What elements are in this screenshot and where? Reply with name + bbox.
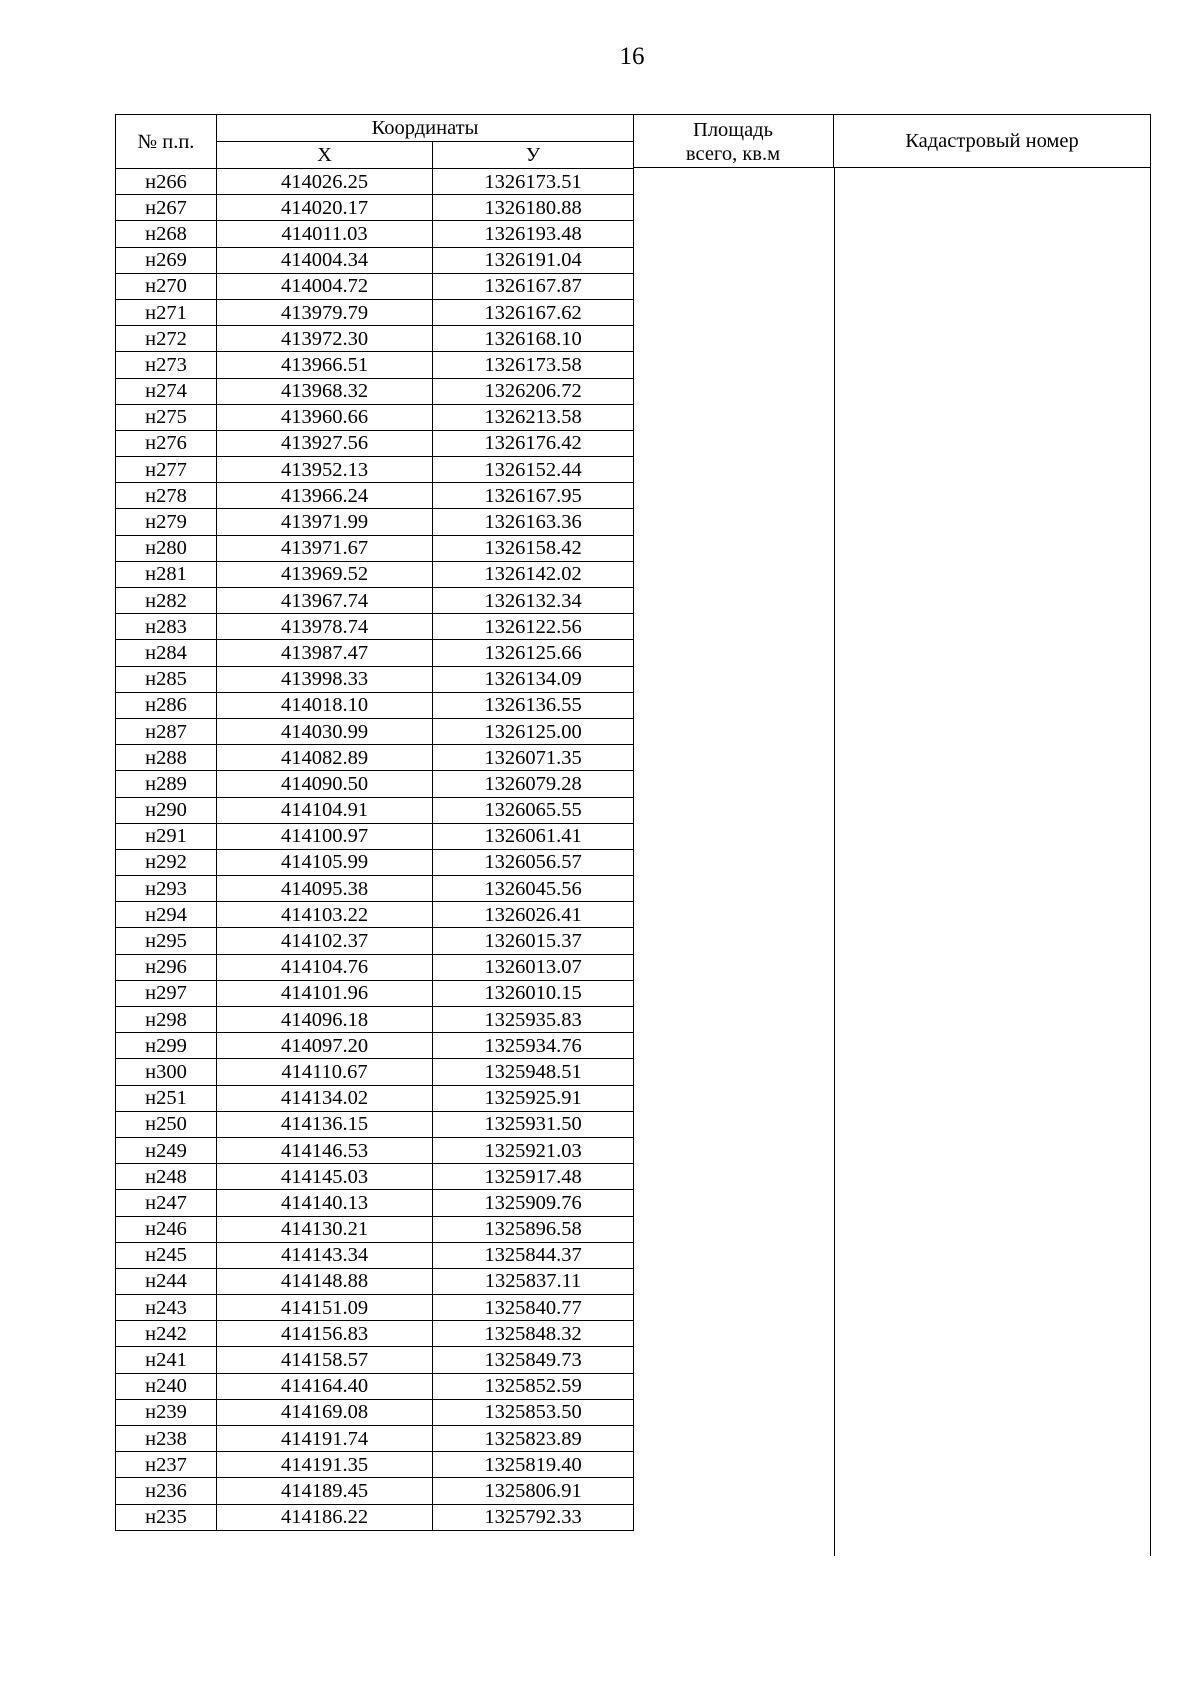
x-coordinate-cell: 414101.96 xyxy=(217,980,433,1006)
table-row xyxy=(116,1268,634,1294)
table-row xyxy=(116,745,634,771)
point-number-cell: н268 xyxy=(116,221,217,247)
table-row xyxy=(116,1347,634,1373)
table-row xyxy=(116,299,634,325)
point-number-cell: н281 xyxy=(116,561,217,587)
y-coordinate-cell: 1326079.28 xyxy=(433,771,634,797)
y-coordinate-cell: 1326125.00 xyxy=(433,718,634,744)
y-coordinate-cell: 1325934.76 xyxy=(433,1033,634,1059)
point-number-cell: н276 xyxy=(116,430,217,456)
area-column-border xyxy=(834,168,835,1556)
x-coordinate-cell: 414096.18 xyxy=(217,1007,433,1033)
y-coordinate-cell: 1325896.58 xyxy=(433,1216,634,1242)
table-row xyxy=(116,588,634,614)
x-coordinate-cell: 413969.52 xyxy=(217,561,433,587)
table-row xyxy=(116,1452,634,1478)
table-row xyxy=(116,535,634,561)
x-coordinate-cell: 414026.25 xyxy=(217,169,433,195)
x-coordinate-cell: 414018.10 xyxy=(217,692,433,718)
point-number-cell: н267 xyxy=(116,195,217,221)
y-coordinate-cell: 1326010.15 xyxy=(433,980,634,1006)
header-num: № п.п. xyxy=(116,115,217,169)
x-coordinate-cell: 413952.13 xyxy=(217,457,433,483)
y-coordinate-cell: 1325909.76 xyxy=(433,1190,634,1216)
table-row xyxy=(116,430,634,456)
table-row xyxy=(116,1164,634,1190)
table-row xyxy=(116,1085,634,1111)
point-number-cell: н278 xyxy=(116,483,217,509)
x-coordinate-cell: 414186.22 xyxy=(217,1504,433,1530)
point-number-cell: н277 xyxy=(116,457,217,483)
point-number-cell: н246 xyxy=(116,1216,217,1242)
coordinates-table xyxy=(115,114,634,1531)
x-coordinate-cell: 413966.51 xyxy=(217,352,433,378)
table-row xyxy=(116,457,634,483)
y-coordinate-cell: 1325925.91 xyxy=(433,1085,634,1111)
x-coordinate-cell: 414004.72 xyxy=(217,273,433,299)
y-coordinate-cell: 1326061.41 xyxy=(433,823,634,849)
table-row xyxy=(116,928,634,954)
header-cadastral xyxy=(834,114,1151,168)
x-coordinate-cell: 414102.37 xyxy=(217,928,433,954)
table-row xyxy=(116,849,634,875)
point-number-cell: н287 xyxy=(116,718,217,744)
point-number-cell: н245 xyxy=(116,1242,217,1268)
x-coordinate-cell: 414158.57 xyxy=(217,1347,433,1373)
header-y: У xyxy=(433,142,634,169)
y-coordinate-cell: 1326191.04 xyxy=(433,247,634,273)
table-row xyxy=(116,666,634,692)
y-coordinate-cell: 1326167.87 xyxy=(433,273,634,299)
x-coordinate-cell: 414110.67 xyxy=(217,1059,433,1085)
point-number-cell: н295 xyxy=(116,928,217,954)
point-number-cell: н299 xyxy=(116,1033,217,1059)
x-coordinate-cell: 413967.74 xyxy=(217,588,433,614)
point-number-cell: н241 xyxy=(116,1347,217,1373)
x-coordinate-cell: 414082.89 xyxy=(217,745,433,771)
point-number-cell: н236 xyxy=(116,1478,217,1504)
y-coordinate-cell: 1326167.95 xyxy=(433,483,634,509)
x-coordinate-cell: 414104.76 xyxy=(217,954,433,980)
table-row xyxy=(116,640,634,666)
y-coordinate-cell: 1325852.59 xyxy=(433,1373,634,1399)
point-number-cell: н280 xyxy=(116,535,217,561)
point-number-cell: н284 xyxy=(116,640,217,666)
x-coordinate-cell: 414151.09 xyxy=(217,1295,433,1321)
x-coordinate-cell: 414145.03 xyxy=(217,1164,433,1190)
x-coordinate-cell: 414148.88 xyxy=(217,1268,433,1294)
y-coordinate-cell: 1325948.51 xyxy=(433,1059,634,1085)
point-number-cell: н279 xyxy=(116,509,217,535)
x-coordinate-cell: 414140.13 xyxy=(217,1190,433,1216)
x-coordinate-cell: 413968.32 xyxy=(217,378,433,404)
table-row xyxy=(116,1190,634,1216)
coordinates-body xyxy=(116,169,634,1531)
table-row xyxy=(116,1137,634,1163)
point-number-cell: н244 xyxy=(116,1268,217,1294)
point-number-cell: н266 xyxy=(116,169,217,195)
table-row xyxy=(116,1059,634,1085)
table-row xyxy=(116,1399,634,1425)
y-coordinate-cell: 1326136.55 xyxy=(433,692,634,718)
table-row xyxy=(116,1033,634,1059)
table-row xyxy=(116,692,634,718)
x-coordinate-cell: 414100.97 xyxy=(217,823,433,849)
y-coordinate-cell: 1326132.34 xyxy=(433,588,634,614)
x-coordinate-cell: 413927.56 xyxy=(217,430,433,456)
table-row xyxy=(116,273,634,299)
point-number-cell: н283 xyxy=(116,614,217,640)
x-coordinate-cell: 414004.34 xyxy=(217,247,433,273)
y-coordinate-cell: 1326056.57 xyxy=(433,849,634,875)
y-coordinate-cell: 1326173.58 xyxy=(433,352,634,378)
x-coordinate-cell: 413972.30 xyxy=(217,326,433,352)
y-coordinate-cell: 1326142.02 xyxy=(433,561,634,587)
table-row xyxy=(116,954,634,980)
x-coordinate-cell: 414011.03 xyxy=(217,221,433,247)
table-row xyxy=(116,195,634,221)
table-row xyxy=(116,902,634,928)
y-coordinate-cell: 1326206.72 xyxy=(433,378,634,404)
y-coordinate-cell: 1325792.33 xyxy=(433,1504,634,1530)
table-row xyxy=(116,1111,634,1137)
x-coordinate-cell: 414146.53 xyxy=(217,1137,433,1163)
x-coordinate-cell: 413971.99 xyxy=(217,509,433,535)
point-number-cell: н271 xyxy=(116,299,217,325)
x-coordinate-cell: 414020.17 xyxy=(217,195,433,221)
point-number-cell: н298 xyxy=(116,1007,217,1033)
point-number-cell: н269 xyxy=(116,247,217,273)
y-coordinate-cell: 1326193.48 xyxy=(433,221,634,247)
point-number-cell: н239 xyxy=(116,1399,217,1425)
table-row xyxy=(116,404,634,430)
table-row xyxy=(116,1007,634,1033)
x-coordinate-cell: 414090.50 xyxy=(217,771,433,797)
y-coordinate-cell: 1326168.10 xyxy=(433,326,634,352)
point-number-cell: н296 xyxy=(116,954,217,980)
x-coordinate-cell: 414189.45 xyxy=(217,1478,433,1504)
header-area xyxy=(633,114,834,168)
point-number-cell: н272 xyxy=(116,326,217,352)
y-coordinate-cell: 1325840.77 xyxy=(433,1295,634,1321)
y-coordinate-cell: 1325917.48 xyxy=(433,1164,634,1190)
right-columns xyxy=(633,114,1151,1556)
table-row xyxy=(116,247,634,273)
point-number-cell: н285 xyxy=(116,666,217,692)
y-coordinate-cell: 1326163.36 xyxy=(433,509,634,535)
y-coordinate-cell: 1325837.11 xyxy=(433,1268,634,1294)
point-number-cell: н294 xyxy=(116,902,217,928)
point-number-cell: н247 xyxy=(116,1190,217,1216)
x-coordinate-cell: 413979.79 xyxy=(217,299,433,325)
point-number-cell: н289 xyxy=(116,771,217,797)
point-number-cell: н282 xyxy=(116,588,217,614)
point-number-cell: н286 xyxy=(116,692,217,718)
table-row xyxy=(116,876,634,902)
table-row xyxy=(116,378,634,404)
y-coordinate-cell: 1326152.44 xyxy=(433,457,634,483)
table-row xyxy=(116,221,634,247)
x-coordinate-cell: 413998.33 xyxy=(217,666,433,692)
y-coordinate-cell: 1326122.56 xyxy=(433,614,634,640)
y-coordinate-cell: 1326125.66 xyxy=(433,640,634,666)
x-coordinate-cell: 413978.74 xyxy=(217,614,433,640)
table-row xyxy=(116,1242,634,1268)
table-row xyxy=(116,980,634,1006)
table-row xyxy=(116,1295,634,1321)
y-coordinate-cell: 1326158.42 xyxy=(433,535,634,561)
header-cadastral-label: Кадастровый номер xyxy=(905,129,1079,152)
y-coordinate-cell: 1326013.07 xyxy=(433,954,634,980)
y-coordinate-cell: 1325853.50 xyxy=(433,1399,634,1425)
x-coordinate-cell: 414143.34 xyxy=(217,1242,433,1268)
table-row xyxy=(116,1478,634,1504)
y-coordinate-cell: 1326167.62 xyxy=(433,299,634,325)
header-coordinates: Координаты xyxy=(217,115,634,142)
y-coordinate-cell: 1325848.32 xyxy=(433,1321,634,1347)
x-coordinate-cell: 414136.15 xyxy=(217,1111,433,1137)
header-x: Х xyxy=(217,142,433,169)
point-number-cell: н275 xyxy=(116,404,217,430)
y-coordinate-cell: 1325931.50 xyxy=(433,1111,634,1137)
y-coordinate-cell: 1325935.83 xyxy=(433,1007,634,1033)
x-coordinate-cell: 413966.24 xyxy=(217,483,433,509)
header-area-line2: всего, кв.м xyxy=(685,143,781,165)
point-number-cell: н240 xyxy=(116,1373,217,1399)
y-coordinate-cell: 1325849.73 xyxy=(433,1347,634,1373)
point-number-cell: н297 xyxy=(116,980,217,1006)
y-coordinate-cell: 1326180.88 xyxy=(433,195,634,221)
table-row xyxy=(116,771,634,797)
y-coordinate-cell: 1326015.37 xyxy=(433,928,634,954)
table-row xyxy=(116,169,634,195)
point-number-cell: н270 xyxy=(116,273,217,299)
x-coordinate-cell: 414030.99 xyxy=(217,718,433,744)
table-row xyxy=(116,561,634,587)
x-coordinate-cell: 413987.47 xyxy=(217,640,433,666)
x-coordinate-cell: 414095.38 xyxy=(217,876,433,902)
x-coordinate-cell: 414169.08 xyxy=(217,1399,433,1425)
table-row xyxy=(116,326,634,352)
point-number-cell: н292 xyxy=(116,849,217,875)
point-number-cell: н237 xyxy=(116,1452,217,1478)
y-coordinate-cell: 1325844.37 xyxy=(433,1242,634,1268)
y-coordinate-cell: 1326071.35 xyxy=(433,745,634,771)
x-coordinate-cell: 414130.21 xyxy=(217,1216,433,1242)
x-coordinate-cell: 414191.74 xyxy=(217,1426,433,1452)
point-number-cell: н291 xyxy=(116,823,217,849)
point-number-cell: н235 xyxy=(116,1504,217,1530)
point-number-cell: н249 xyxy=(116,1137,217,1163)
point-number-cell: н242 xyxy=(116,1321,217,1347)
table-row xyxy=(116,614,634,640)
table-row xyxy=(116,1373,634,1399)
table-row xyxy=(116,1321,634,1347)
point-number-cell: н300 xyxy=(116,1059,217,1085)
y-coordinate-cell: 1325806.91 xyxy=(433,1478,634,1504)
table-row xyxy=(116,1426,634,1452)
x-coordinate-cell: 414156.83 xyxy=(217,1321,433,1347)
point-number-cell: н238 xyxy=(116,1426,217,1452)
y-coordinate-cell: 1326045.56 xyxy=(433,876,634,902)
table-row xyxy=(116,1504,634,1530)
point-number-cell: н288 xyxy=(116,745,217,771)
y-coordinate-cell: 1326173.51 xyxy=(433,169,634,195)
x-coordinate-cell: 414134.02 xyxy=(217,1085,433,1111)
table-row xyxy=(116,718,634,744)
y-coordinate-cell: 1325921.03 xyxy=(433,1137,634,1163)
table-row xyxy=(116,1216,634,1242)
x-coordinate-cell: 414104.91 xyxy=(217,797,433,823)
cadastral-column-border xyxy=(1150,168,1151,1556)
y-coordinate-cell: 1326176.42 xyxy=(433,430,634,456)
point-number-cell: н251 xyxy=(116,1085,217,1111)
point-number-cell: н290 xyxy=(116,797,217,823)
x-coordinate-cell: 414191.35 xyxy=(217,1452,433,1478)
y-coordinate-cell: 1325819.40 xyxy=(433,1452,634,1478)
table-row xyxy=(116,509,634,535)
point-number-cell: н248 xyxy=(116,1164,217,1190)
x-coordinate-cell: 413971.67 xyxy=(217,535,433,561)
point-number-cell: н274 xyxy=(116,378,217,404)
x-coordinate-cell: 413960.66 xyxy=(217,404,433,430)
y-coordinate-cell: 1326134.09 xyxy=(433,666,634,692)
x-coordinate-cell: 414164.40 xyxy=(217,1373,433,1399)
table-row xyxy=(116,823,634,849)
x-coordinate-cell: 414097.20 xyxy=(217,1033,433,1059)
point-number-cell: н243 xyxy=(116,1295,217,1321)
x-coordinate-cell: 414105.99 xyxy=(217,849,433,875)
y-coordinate-cell: 1326026.41 xyxy=(433,902,634,928)
table-row xyxy=(116,352,634,378)
y-coordinate-cell: 1326065.55 xyxy=(433,797,634,823)
page-number: 16 xyxy=(619,43,645,70)
table-row xyxy=(116,797,634,823)
point-number-cell: н250 xyxy=(116,1111,217,1137)
y-coordinate-cell: 1326213.58 xyxy=(433,404,634,430)
point-number-cell: н293 xyxy=(116,876,217,902)
table-row xyxy=(116,483,634,509)
x-coordinate-cell: 414103.22 xyxy=(217,902,433,928)
point-number-cell: н273 xyxy=(116,352,217,378)
header-area-line1: Площадь xyxy=(693,119,773,141)
y-coordinate-cell: 1325823.89 xyxy=(433,1426,634,1452)
